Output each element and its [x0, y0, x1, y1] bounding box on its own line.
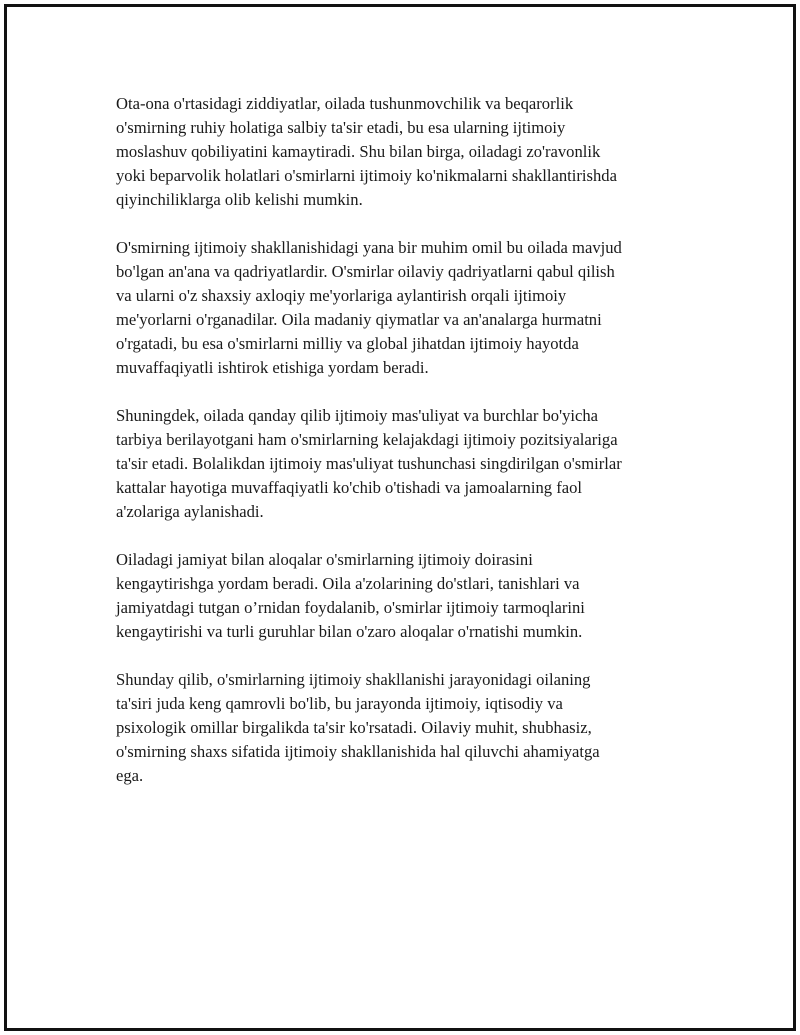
text-line: ta'sir etadi. Bolalikdan ijtimoiy mas'uliyat tushunchasi singdirilgan o'smirlar: [116, 454, 622, 473]
text-line: o'rgatadi, bu esa o'smirlarni milliy va global jihatdan ijtimoiy hayotda: [116, 334, 579, 353]
text-line: jamiyatdagi tutgan o’rnidan foydalanib, o'smirlar ijtimoiy tarmoqlarini: [116, 598, 585, 617]
text-line: o'smirning shaxs sifatida ijtimoiy shakllanishida hal qiluvchi ahamiyatga: [116, 742, 600, 761]
text-line: Shunday qilib, o'smirlarning ijtimoiy shakllanishi jarayonidagi oilaning: [116, 670, 591, 689]
text-line: ta'siri juda keng qamrovli bo'lib, bu jarayonda ijtimoiy, iqtisodiy va: [116, 694, 563, 713]
text-line: qiyinchiliklarga olib kelishi mumkin.: [116, 190, 363, 209]
text-line: tarbiya berilayotgani ham o'smirlarning kelajakdagi ijtimoiy pozitsiyalariga: [116, 430, 618, 449]
text-line: kengaytirishi va turli guruhlar bilan o'zaro aloqalar o'rnatishi mumkin.: [116, 622, 583, 641]
document-body: [116, 92, 696, 812]
text-line: Ota-ona o'rtasidagi ziddiyatlar, oilada tushunmovchilik va beqarorlik: [116, 94, 574, 113]
text-line: ega.: [116, 766, 144, 785]
text-line: kattalar hayotiga muvaffaqiyatli ko'chib o'tishadi va jamoalarning faol: [116, 478, 583, 497]
text-line: Shuningdek, oilada qanday qilib ijtimoiy mas'uliyat va burchlar bo'yicha: [116, 406, 599, 425]
paragraph-4: [116, 548, 696, 644]
paragraph-2: [116, 236, 696, 380]
text-line: psixologik omillar birgalikda ta'sir ko'rsatadi. Oilaviy muhit, shubhasiz,: [116, 718, 592, 737]
text-line: a'zolariga aylanishadi.: [116, 502, 264, 521]
text-line: muvaffaqiyatli ishtirok etishiga yordam beradi.: [116, 358, 429, 377]
text-line: bo'lgan an'ana va qadriyatlardir. O'smirlar oilaviy qadriyatlarni qabul qilish: [116, 262, 615, 281]
text-line: me'yorlarni o'rganadilar. Oila madaniy qiymatlar va an'analarga hurmatni: [116, 310, 602, 329]
paragraph-5: [116, 668, 696, 788]
text-line: va ularni o'z shaxsiy axloqiy me'yorlariga aylantirish orqali ijtimoiy: [116, 286, 567, 305]
paragraph-3: [116, 404, 696, 524]
paragraph-1: [116, 92, 696, 212]
text-line: Oiladagi jamiyat bilan aloqalar o'smirlarning ijtimoiy doirasini: [116, 550, 533, 569]
text-line: o'smirning ruhiy holatiga salbiy ta'sir etadi, bu esa ularning ijtimoiy: [116, 118, 566, 137]
text-line: O'smirning ijtimoiy shakllanishidagi yana bir muhim omil bu oilada mavjud: [116, 238, 622, 257]
text-line: moslashuv qobiliyatini kamaytiradi. Shu bilan birga, oiladagi zo'ravonlik: [116, 142, 601, 161]
text-line: kengaytirishga yordam beradi. Oila a'zolarining do'stlari, tanishlari va: [116, 574, 580, 593]
text-line: yoki beparvolik holatlari o'smirlarni ijtimoiy ko'nikmalarni shakllantirishda: [116, 166, 617, 185]
